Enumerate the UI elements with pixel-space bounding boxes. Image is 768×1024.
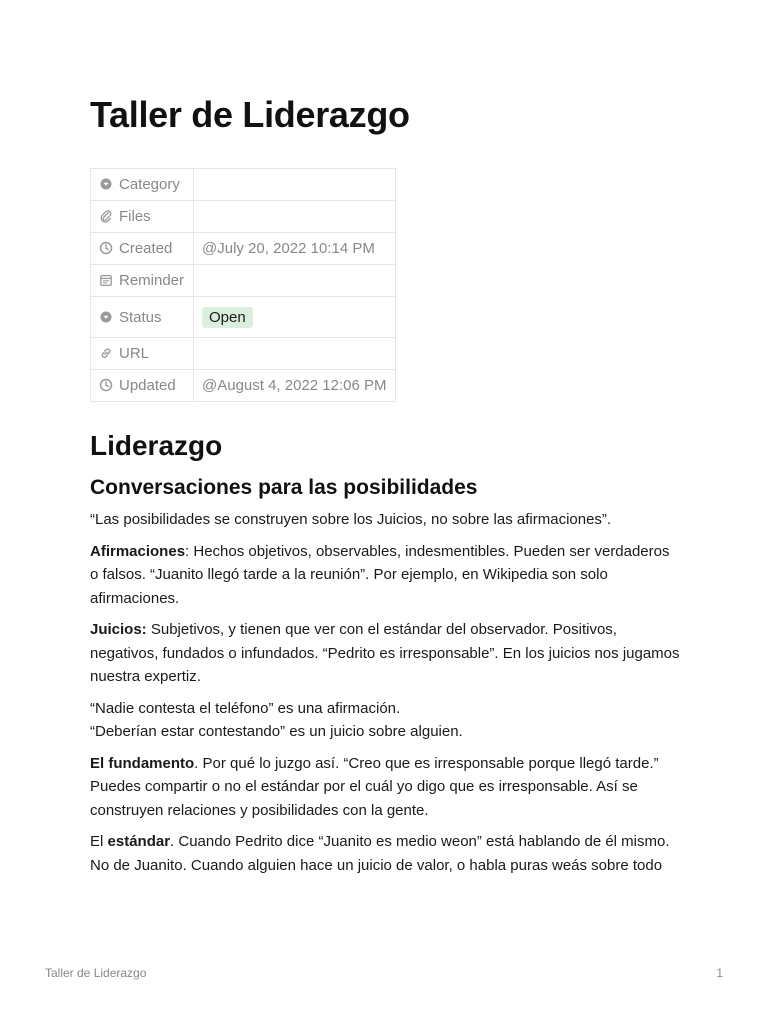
term-fundamento: El fundamento bbox=[90, 754, 195, 772]
property-value[interactable]: @August 4, 2022 12:06 PM bbox=[194, 370, 396, 402]
section-heading: Liderazgo bbox=[90, 430, 223, 461]
paragraph-fundamento: El fundamento. Por qué lo juzgo así. “Creo que es irresponsable porque llegó tarde.” Puedes compartir o no el estándar por el cuál yo digo que es irresponsable. Así se construyen relaciones y posibilidades con la gente. bbox=[90, 754, 659, 819]
property-key: Files bbox=[91, 201, 194, 233]
status-badge[interactable]: Open bbox=[202, 307, 253, 328]
property-row-status bbox=[91, 297, 396, 338]
term-juicios: Juicios: bbox=[90, 621, 147, 638]
term-afirmaciones: Afirmaciones bbox=[90, 542, 186, 560]
property-key: Created bbox=[91, 233, 194, 265]
page-title: Taller de Liderazgo bbox=[90, 94, 410, 135]
properties-table bbox=[90, 168, 396, 402]
link-icon bbox=[99, 346, 113, 360]
property-key: Reminder bbox=[91, 265, 194, 297]
dropdown-icon bbox=[99, 177, 113, 191]
property-key: URL bbox=[91, 338, 194, 370]
property-key: Updated bbox=[91, 370, 194, 402]
property-value[interactable] bbox=[194, 338, 396, 370]
subsection-heading: Conversaciones para las posibilidades bbox=[90, 476, 478, 499]
property-row-reminder bbox=[91, 265, 396, 297]
property-value[interactable] bbox=[194, 201, 396, 233]
property-row-created bbox=[91, 233, 396, 265]
calendar-icon bbox=[99, 273, 113, 287]
property-row-updated bbox=[91, 370, 396, 402]
property-row-category bbox=[91, 169, 396, 201]
paperclip-icon bbox=[99, 209, 113, 223]
clock-icon bbox=[99, 378, 113, 392]
term-estandar: estándar bbox=[107, 833, 171, 850]
page-content bbox=[90, 430, 680, 885]
property-key: Category bbox=[91, 169, 194, 201]
paragraph-estandar: El estándar. Cuando Pedrito dice “Juanito es medio weon” está hablando de él mismo. No de Juanito. Cuando alguien hace un juicio de valor, o habla puras weás sobre todo bbox=[90, 833, 670, 874]
property-value[interactable] bbox=[194, 265, 396, 297]
clock-icon bbox=[99, 241, 113, 255]
paragraph-juicios: Juicios: Subjetivos, y tienen que ver con el estándar del observador. Positivos, negativos, fundados o infundados. “Pedrito es irresponsable”. En los juicios nos jugamos nuestra expertiz. bbox=[90, 621, 680, 685]
property-key: Status bbox=[91, 297, 194, 338]
footer-title: Taller de Liderazgo bbox=[45, 966, 147, 980]
paragraph-quote: “Las posibilidades se construyen sobre los Juicios, no sobre las afirmaciones”. bbox=[90, 511, 612, 528]
paragraph-afirmaciones: Afirmaciones: Hechos objetivos, observables, indesmentibles. Pueden ser verdaderos o falsos. “Juanito llegó tarde a la reunión”. Por ejemplo, en Wikipedia son solo afirmaciones. bbox=[90, 542, 670, 607]
property-row-files bbox=[91, 201, 396, 233]
property-row-url bbox=[91, 338, 396, 370]
paragraph-examples: “Nadie contesta el teléfono” es una afirmación. “Deberían estar contestando” es un juicio sobre alguien. bbox=[90, 699, 463, 740]
property-value[interactable] bbox=[194, 169, 396, 201]
page-number: 1 bbox=[716, 966, 723, 980]
property-value[interactable] bbox=[194, 297, 396, 338]
property-value[interactable]: @July 20, 2022 10:14 PM bbox=[194, 233, 396, 265]
dropdown-icon bbox=[99, 310, 113, 324]
